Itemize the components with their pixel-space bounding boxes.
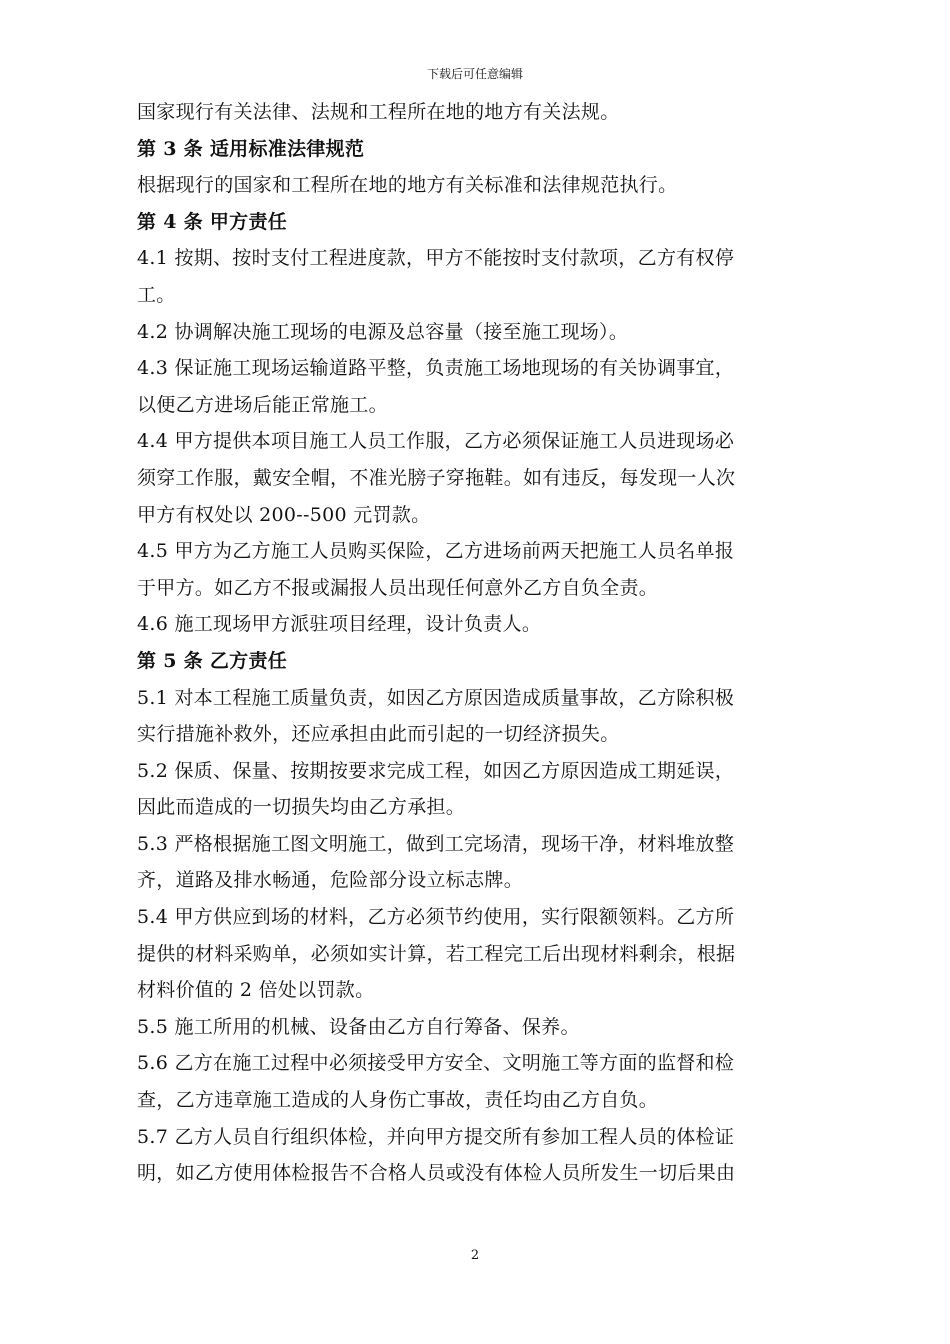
text-line: 国家现行有关法律、法规和工程所在地的地方有关法规。 bbox=[137, 101, 620, 123]
text-line: 甲方有权处以 200--500 元罚款。 bbox=[137, 503, 431, 526]
text-line: 提供的材料采购单，必须如实计算，若工程完工后出现材料剩余，根据 bbox=[137, 942, 736, 965]
text-line: 查，乙方违章施工造成的人身伤亡事故，责任均由乙方自负。 bbox=[137, 1089, 659, 1112]
text-line: 5.3 严格根据施工图文明施工，做到工完场清，现场干净，材料堆放整 bbox=[137, 832, 735, 855]
text-line: 5.7 乙方人员自行组织体检，并向甲方提交所有参加工程人员的体检证 bbox=[137, 1125, 735, 1148]
section-heading: 第 4 条 甲方责任 bbox=[137, 210, 288, 233]
text-line: 4.1 按期、按时支付工程进度款，甲方不能按时支付款项，乙方有权停 bbox=[137, 247, 735, 270]
text-line: 5.5 施工所用的机械、设备由乙方自行筹备、保养。 bbox=[137, 1015, 580, 1038]
page-number: 2 bbox=[470, 1248, 480, 1263]
text-line: 根据现行的国家和工程所在地的地方有关标准和法律规范执行。 bbox=[137, 174, 678, 197]
text-line: 于甲方。如乙方不报或漏报人员出现任何意外乙方自负全责。 bbox=[137, 576, 659, 599]
text-line: 4.3 保证施工现场运输道路平整，负责施工场地现场的有关协调事宜， bbox=[137, 357, 735, 380]
text-line: 4.5 甲方为乙方施工人员购买保险，乙方进场前两天把施工人员名单报 bbox=[137, 540, 735, 563]
text-line: 5.4 甲方供应到场的材料，乙方必须节约使用，实行限额领料。乙方所 bbox=[137, 906, 735, 929]
text-line: 5.6 乙方在施工过程中必须接受甲方安全、文明施工等方面的监督和检 bbox=[137, 1052, 735, 1075]
section-heading: 第 5 条 乙方责任 bbox=[137, 649, 288, 672]
text-line: 因此而造成的一切损失均由乙方承担。 bbox=[137, 796, 466, 819]
text-line: 4.4 甲方提供本项目施工人员工作服，乙方必须保证施工人员进现场必 bbox=[137, 430, 735, 453]
text-line: 齐，道路及排水畅通，危险部分设立标志牌。 bbox=[137, 869, 524, 892]
section-heading: 第 3 条 适用标准法律规范 bbox=[137, 137, 365, 160]
text-line: 4.2 协调解决施工现场的电源及总容量（接至施工现场）。 bbox=[137, 320, 629, 343]
text-line: 5.2 保质、保量、按期按要求完成工程，如因乙方原因造成工期延误， bbox=[137, 759, 735, 782]
text-line: 以便乙方进场后能正常施工。 bbox=[137, 393, 388, 416]
text-line: 工。 bbox=[137, 283, 176, 306]
text-line: 5.1 对本工程施工质量负责，如因乙方原因造成质量事故，乙方除积极 bbox=[137, 686, 735, 709]
text-line: 4.6 施工现场甲方派驻项目经理，设计负责人。 bbox=[137, 613, 542, 636]
text-line: 明，如乙方使用体检报告不合格人员或没有体检人员所发生一切后果由 bbox=[137, 1162, 736, 1185]
text-line: 实行措施补救外，还应承担由此而引起的一切经济损失。 bbox=[137, 723, 620, 746]
document-body bbox=[137, 94, 845, 1192]
text-line: 须穿工作服，戴安全帽，不准光膀子穿拖鞋。如有违反，每发现一人次 bbox=[137, 466, 736, 489]
text-line: 材料价值的 2 倍处以罚款。 bbox=[137, 979, 375, 1002]
page-header: 下载后可任意编辑 bbox=[426, 67, 523, 81]
